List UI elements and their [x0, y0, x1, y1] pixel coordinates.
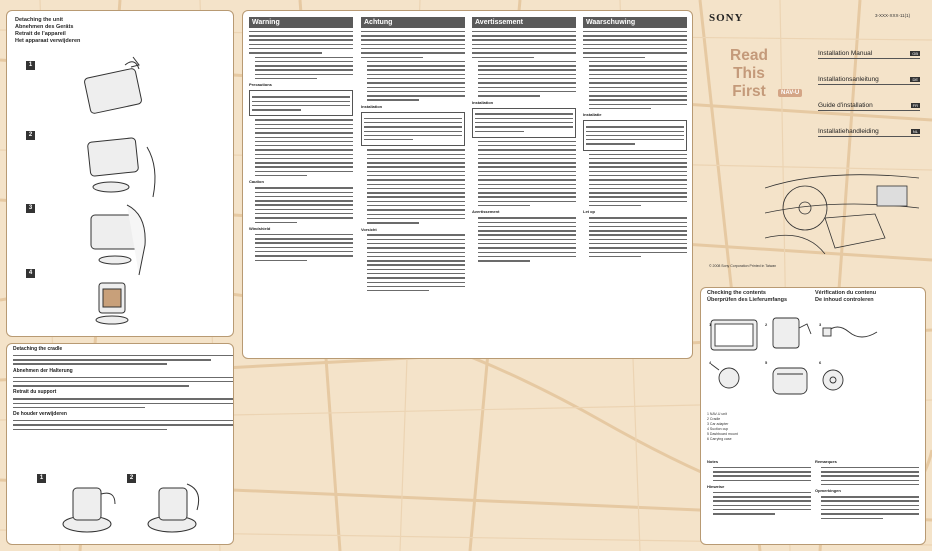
detach-cradle-panel	[6, 343, 234, 545]
subheading: Installation	[472, 99, 494, 105]
windshield-text	[249, 234, 353, 261]
contents-panel	[700, 287, 926, 545]
column-header: Achtung	[361, 17, 465, 28]
warning-text	[361, 31, 465, 101]
cradle-section-de	[13, 368, 233, 387]
step-number: 2	[127, 474, 136, 483]
contents-title-en: Checking the contents	[707, 290, 766, 296]
list-item: 4 Suction cup	[707, 427, 729, 431]
warning-column-nl	[583, 17, 687, 260]
subheading: Avertissement	[472, 209, 500, 215]
cradle-section-nl	[13, 411, 233, 430]
section-title: Abnehmen der Halterung	[13, 367, 73, 374]
notes-title: Notes	[707, 459, 719, 464]
manual-title: Guide d'installation	[818, 102, 873, 109]
subheading: Installation	[361, 103, 383, 109]
notes-title: Hinweise	[707, 484, 725, 490]
copyright-text: © 2008 Sony Corporation Printed in Taiwan	[709, 264, 777, 268]
notes-title: Remarques	[815, 459, 837, 464]
language-tag: GB	[912, 51, 918, 56]
list-item: 2 Cradle	[707, 417, 721, 421]
column-header: Warning	[249, 17, 353, 28]
step-number: 1	[37, 474, 46, 483]
vorsicht-text	[361, 234, 465, 291]
item-number: 2	[765, 322, 768, 327]
installation-text	[472, 141, 576, 207]
document-code: 3-XXX-XXX-11(1)	[875, 13, 911, 18]
sony-logo: SONY	[709, 12, 744, 24]
item-number: 5	[765, 360, 768, 365]
caution-box	[361, 112, 465, 147]
section-title: Detaching the cradle	[13, 346, 63, 352]
warning-column-de	[361, 17, 465, 294]
notes-left	[707, 459, 811, 518]
contents-title-nl: De inhoud controleren	[815, 297, 874, 303]
warning-column-en	[249, 17, 353, 264]
column-header: Waarschuwing	[583, 17, 687, 28]
item-number: 4	[709, 360, 712, 365]
subheading: Installatie	[583, 112, 602, 118]
detach-title-nl: Het apparaat verwijderen	[15, 38, 81, 44]
subheading: Windshield	[249, 225, 271, 231]
contents-titles-right	[815, 290, 876, 304]
avertissement-text	[472, 217, 576, 261]
step-number: 2	[26, 131, 35, 140]
step-number: 1	[26, 61, 35, 70]
language-tag: NL	[912, 129, 918, 134]
subheading: Precautions	[249, 82, 272, 88]
subheading: Let op	[583, 209, 595, 215]
dashboard-illustration	[765, 168, 919, 254]
cradle-section-fr	[13, 389, 233, 408]
manual-title: Installationsanleitung	[818, 76, 879, 83]
contents-title-de: Überprüfen des Lieferumfangs	[707, 297, 788, 303]
caution-box	[472, 108, 576, 138]
warning-text	[583, 31, 687, 109]
list-item: 1 NAV-U unit	[707, 412, 727, 416]
warning-column-fr	[472, 17, 576, 264]
installatie-text	[583, 154, 687, 207]
detach-illustrations	[77, 55, 167, 330]
contents-title-fr: Vérification du contenu	[815, 290, 877, 296]
caution-text	[249, 187, 353, 223]
manual-title: Installation Manual	[818, 50, 873, 57]
section-title: De houder verwijderen	[13, 411, 67, 418]
detach-title-fr: Retrait de l'appareil	[15, 31, 66, 37]
warning-text	[249, 31, 353, 79]
language-tag: DE	[912, 77, 918, 82]
notes-title: Opmerkingen	[815, 488, 841, 494]
list-item: 6 Carrying case	[707, 437, 732, 441]
caution-box	[249, 90, 353, 116]
list-item: 3 Car adapter	[707, 422, 729, 426]
subheading: Vorsicht	[361, 226, 377, 232]
language-tag: FR	[912, 103, 918, 108]
precaution-text	[249, 119, 353, 176]
model-badge: NAV-U	[778, 89, 802, 97]
caution-box	[583, 120, 687, 150]
cradle-section-en	[13, 346, 233, 365]
contents-illustrations	[705, 308, 923, 408]
list-item: 5 Dashboard mount	[707, 432, 738, 436]
installation-text	[361, 149, 465, 223]
item-number: 6	[819, 360, 822, 365]
item-number: 1	[709, 322, 712, 327]
let-op-text	[583, 217, 687, 257]
read-this-first-title: Read This First	[730, 47, 768, 100]
notes-right	[815, 459, 919, 522]
contents-item-list	[707, 412, 738, 442]
contents-titles-left	[707, 290, 787, 304]
section-title: Retrait du support	[13, 389, 57, 396]
detach-title-en: Detaching the unit	[15, 17, 63, 23]
manual-entry	[818, 68, 920, 85]
subheading: Caution	[249, 179, 264, 185]
manual-title: Installatiehandleiding	[818, 128, 879, 135]
manual-entry	[818, 120, 920, 137]
detach-title-de: Abnehmen des Geräts	[15, 24, 74, 30]
warnings-panel	[242, 10, 693, 359]
detach-unit-panel	[6, 10, 234, 337]
column-header: Avertissement	[472, 17, 576, 28]
cradle-illustrations	[47, 474, 227, 542]
manual-entry	[818, 42, 920, 59]
manual-entry	[818, 94, 920, 111]
manual-list	[818, 42, 920, 146]
step-number: 4	[26, 269, 35, 278]
step-number: 3	[26, 204, 35, 213]
detach-titles	[15, 17, 80, 45]
item-number: 3	[819, 322, 822, 327]
warning-text	[472, 31, 576, 97]
